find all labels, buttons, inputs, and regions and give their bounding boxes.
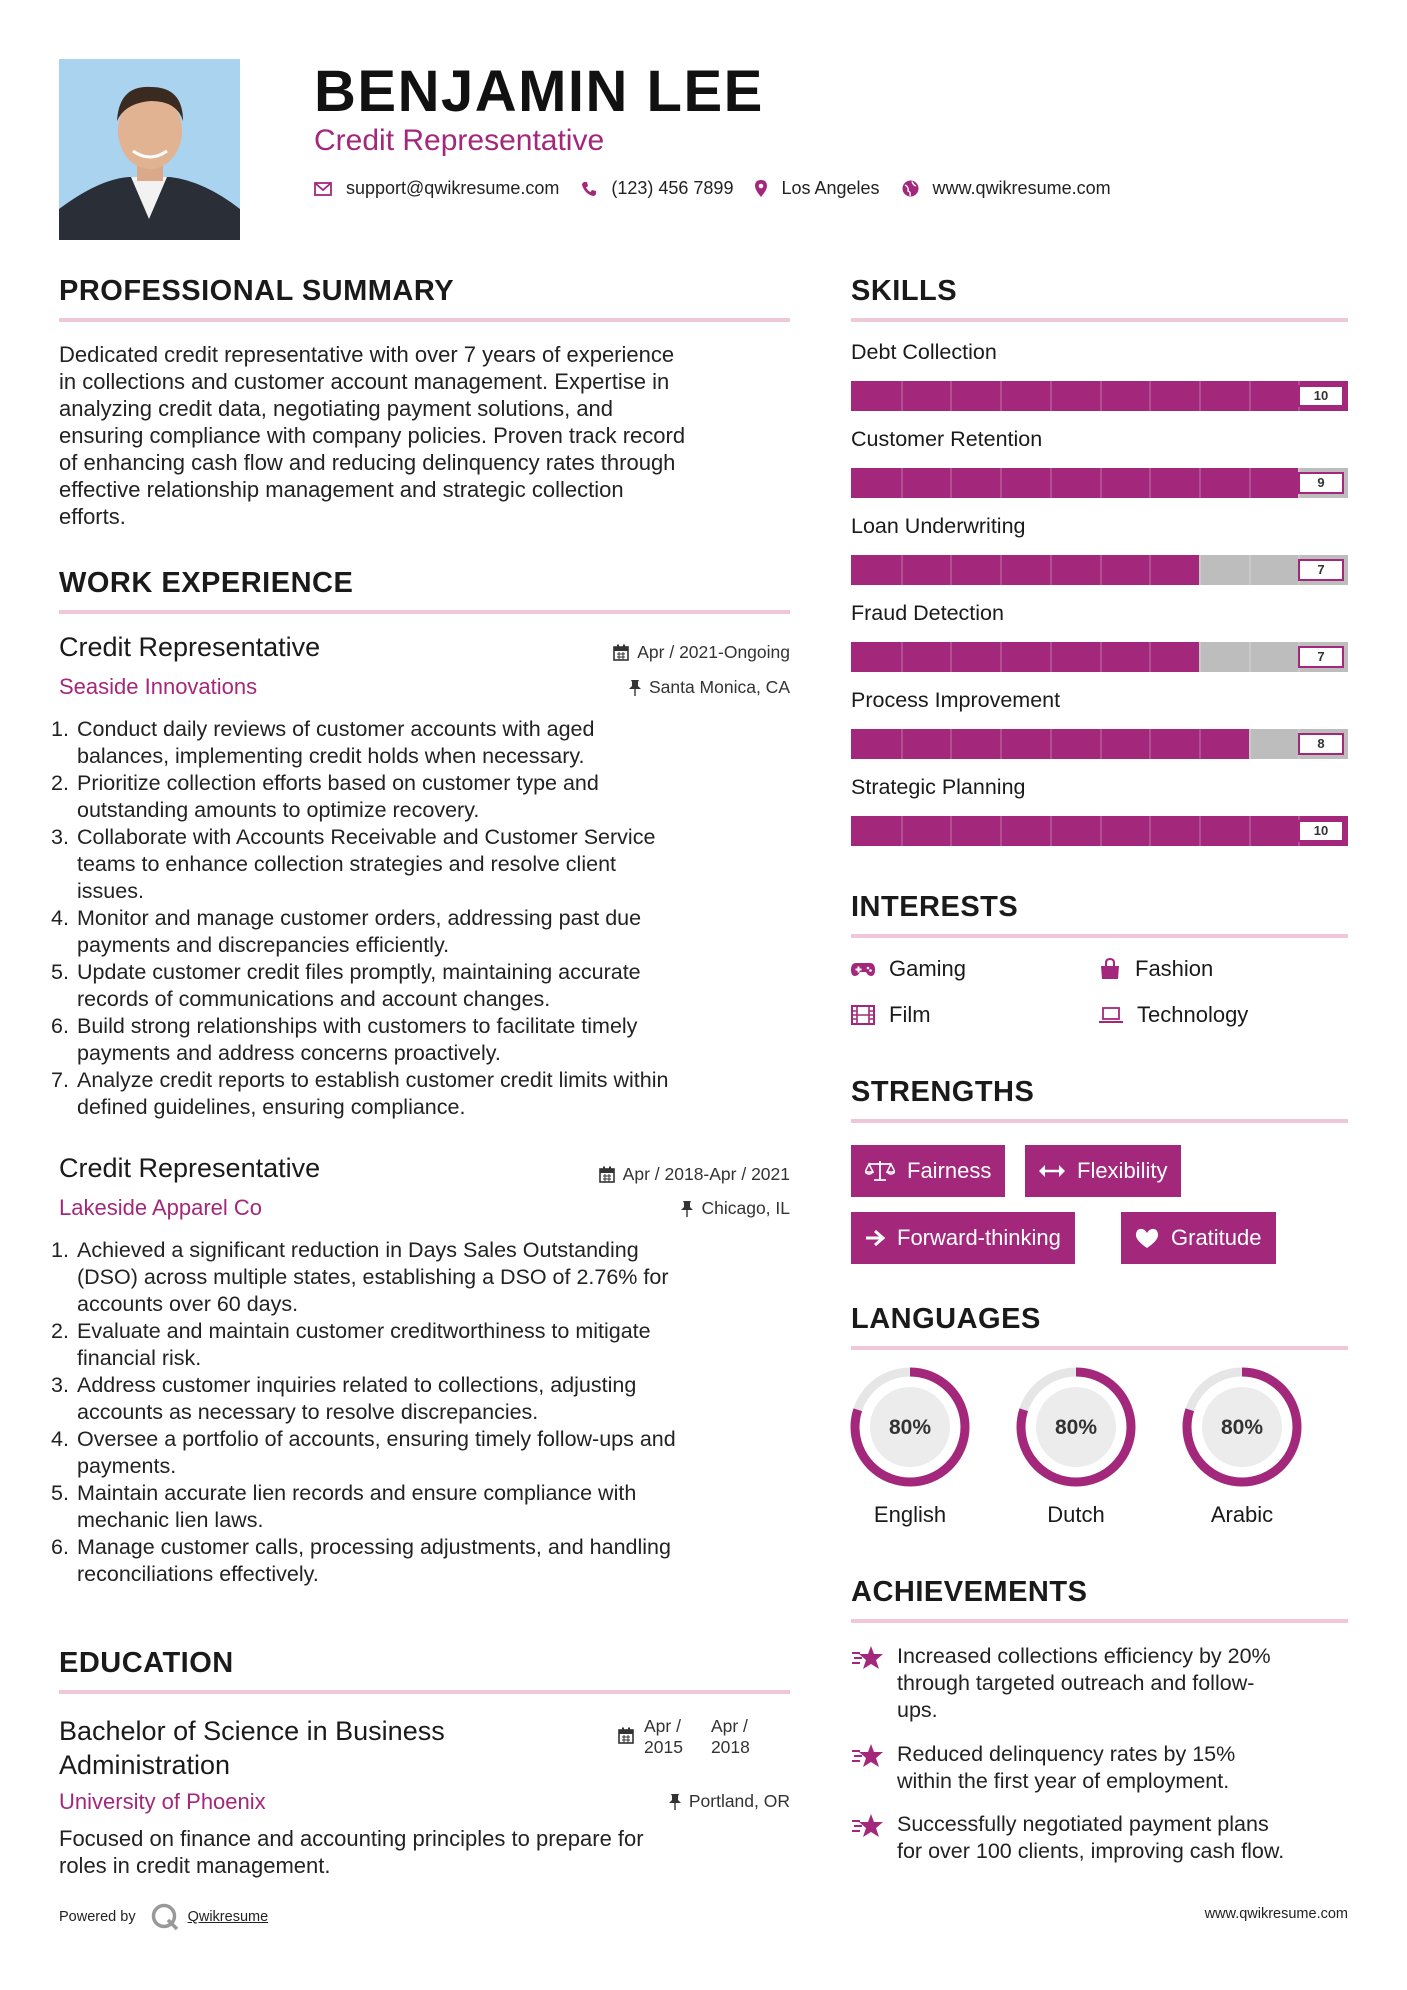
- list-item: 3. Collaborate with Accounts Receivable and Customer Service teams to enhance collection strategies and resolve client issues.: [51, 825, 656, 903]
- skill-score: 8: [1298, 733, 1344, 755]
- job-dates: [599, 1164, 790, 1185]
- website-text: www.qwikresume.com: [932, 178, 1111, 198]
- skill-bar-segment: [1050, 642, 1052, 672]
- shopping-bag-icon: [1099, 958, 1121, 980]
- list-item: 1. Achieved a significant reduction in Days Sales Outstanding (DSO) across multiple states, establishing a DSO of 2.76% for accounts over 60 days.: [51, 1238, 669, 1316]
- skill-bar-segment: [1000, 816, 1002, 846]
- achievement-item: Reduced delinquency rates by 15% within the first year of employment.: [851, 1741, 1351, 1795]
- achievement-item: Increased collections efficiency by 20% through targeted outreach and follow- ups.: [851, 1643, 1351, 1724]
- star-icon: [851, 1743, 885, 1769]
- skill-bar-segment: [1149, 468, 1151, 498]
- education-divider: [59, 1690, 790, 1694]
- interests-divider: [851, 934, 1348, 938]
- calendar-icon: [618, 1727, 634, 1744]
- summary-line: ensuring compliance with company policies. Proven track record: [59, 423, 686, 448]
- skill-score: 7: [1298, 646, 1344, 668]
- skill-bar-segment: [1149, 816, 1151, 846]
- skill-score: 10: [1298, 820, 1344, 842]
- job-duties-list: [51, 716, 799, 1121]
- job-company: Seaside Innovations: [59, 674, 258, 699]
- interest-item-fashion: Fashion: [1099, 956, 1213, 982]
- skill-bar-segment: [950, 555, 952, 585]
- skill-bar-segment: [1249, 555, 1251, 585]
- interests-heading: INTERESTS: [851, 891, 1019, 923]
- skill-label: Customer Retention: [851, 427, 1043, 451]
- qwikresume-link[interactable]: Qwikresume: [187, 1909, 269, 1925]
- skill-bar-segment: [901, 729, 903, 759]
- skill-bar-segment: [1199, 642, 1201, 672]
- skill-bar-segment: [1050, 468, 1052, 498]
- skill-bar-segment: [1199, 468, 1201, 498]
- skill-bar-segment: [1100, 642, 1102, 672]
- heart-icon: [1135, 1228, 1159, 1249]
- language-label: English: [873, 1502, 947, 1527]
- summary-line: in collections and customer account management. Expertise in: [59, 369, 670, 394]
- skill-label: Fraud Detection: [851, 601, 1004, 625]
- education-location: [669, 1791, 790, 1812]
- education-heading: EDUCATION: [59, 1647, 234, 1679]
- phone-icon: [581, 181, 597, 197]
- contact-email[interactable]: [314, 178, 559, 199]
- list-item: 5. Maintain accurate lien records and ensure compliance with mechanic lien laws.: [51, 1481, 637, 1532]
- language-percent: 80%: [888, 1416, 932, 1439]
- summary-divider: [59, 318, 790, 322]
- list-item: 6. Manage customer calls, processing adjustments, and handling reconciliations effectively.: [51, 1535, 671, 1586]
- skill-bar-segment: [950, 468, 952, 498]
- language-ring: [845, 1362, 975, 1492]
- skill-bar-segment: [950, 381, 952, 411]
- summary-text: [59, 341, 799, 530]
- summary-line: analyzing credit data, negotiating payment solutions, and: [59, 396, 614, 421]
- skill-bar-segment: [901, 381, 903, 411]
- summary-heading: PROFESSIONAL SUMMARY: [59, 275, 455, 307]
- skill-bar-segment: [1000, 642, 1002, 672]
- skill-label: Loan Underwriting: [851, 514, 1026, 538]
- envelope-icon: [314, 182, 332, 196]
- skill-bar-segment: [1100, 381, 1102, 411]
- achievement-item: Successfully negotiated payment plans for over 100 clients, improving cash flow.: [851, 1811, 1351, 1865]
- skill-bar-segment: [901, 642, 903, 672]
- candidate-name: BENJAMIN LEE: [314, 59, 764, 124]
- arrow-right-icon: [865, 1229, 885, 1247]
- job-dates-text: Apr / 2018-Apr / 2021: [622, 1164, 790, 1184]
- location-text: Los Angeles: [781, 178, 880, 198]
- job-location-text: Santa Monica, CA: [648, 677, 790, 697]
- gamepad-icon: [851, 961, 875, 977]
- email-text: support@qwikresume.com: [346, 178, 560, 198]
- achievements-divider: [851, 1619, 1348, 1623]
- interest-item-technology: Technology: [1099, 1002, 1248, 1028]
- contact-bar: [314, 178, 1133, 199]
- interest-item-gaming: Gaming: [851, 956, 966, 982]
- list-item: 2. Prioritize collection efforts based on customer type and outstanding amounts to optimize recovery.: [51, 771, 599, 822]
- candidate-role: Credit Representative: [314, 124, 605, 157]
- education-location-text: Portland, OR: [688, 1791, 790, 1811]
- star-icon: [851, 1813, 885, 1839]
- skill-bar-segment: [901, 816, 903, 846]
- film-icon: [851, 1005, 875, 1025]
- degree-title: [59, 1714, 445, 1782]
- list-item: 6. Build strong relationships with customers to facilitate timely payments and address concerns proactively.: [51, 1014, 638, 1065]
- profile-photo: [59, 59, 240, 240]
- skill-bar: [851, 468, 1348, 498]
- degree-line: Administration: [59, 1750, 231, 1780]
- list-item: 4. Oversee a portfolio of accounts, ensuring timely follow-ups and payments.: [51, 1427, 676, 1478]
- skill-bar-segment: [1000, 729, 1002, 759]
- map-pin-icon: [755, 180, 767, 197]
- skill-bar-segment: [1149, 555, 1151, 585]
- skill-bar-segment: [1249, 729, 1251, 759]
- skill-bar-segment: [1050, 729, 1052, 759]
- skill-bar-segment: [1249, 381, 1251, 411]
- list-item: 3. Address customer inquiries related to collections, adjusting accounts as necessary to resolve discrepancies.: [51, 1373, 637, 1424]
- skill-label: Debt Collection: [851, 340, 997, 364]
- skill-bar-segment: [1000, 555, 1002, 585]
- skill-bar-segment: [1050, 816, 1052, 846]
- laptop-icon: [1099, 1006, 1123, 1024]
- skill-bar-fill: [851, 468, 1298, 498]
- skill-label: Process Improvement: [851, 688, 1061, 712]
- achievements-heading: ACHIEVEMENTS: [851, 1576, 1088, 1608]
- skill-bar-segment: [950, 729, 952, 759]
- skill-bar-segment: [1050, 381, 1052, 411]
- summary-line: of enhancing cash flow and reducing delinquency rates through: [59, 450, 676, 475]
- skill-score: 10: [1298, 385, 1344, 407]
- skill-bar-segment: [1100, 729, 1102, 759]
- job-duties-list: [51, 1237, 799, 1588]
- job-dates-text: Apr / 2021-Ongoing: [637, 642, 790, 662]
- skill-bar-segment: [1249, 642, 1251, 672]
- skill-bar-fill: [851, 555, 1199, 585]
- skill-bar: [851, 381, 1348, 411]
- star-icon: [851, 1645, 885, 1671]
- language-percent: 80%: [1220, 1416, 1264, 1439]
- language-label: Arabic: [1210, 1502, 1274, 1527]
- job-title: Credit Representative: [59, 632, 321, 662]
- skill-bar-segment: [901, 468, 903, 498]
- language-label: Dutch: [1047, 1502, 1105, 1527]
- skill-bar-segment: [1100, 468, 1102, 498]
- school-name: University of Phoenix: [59, 1789, 266, 1814]
- contact-phone[interactable]: [581, 178, 733, 199]
- skill-bar: [851, 816, 1348, 846]
- list-item: 5. Update customer credit files promptly, maintaining accurate records of communications and account changes.: [51, 960, 641, 1011]
- strength-badge-flexibility: Flexibility: [1025, 1145, 1181, 1197]
- skill-bar-segment: [901, 555, 903, 585]
- degree-line: Bachelor of Science in Business: [59, 1716, 445, 1746]
- skills-heading: SKILLS: [851, 275, 958, 307]
- education-dates: [618, 1716, 750, 1758]
- pushpin-icon: [669, 1793, 681, 1810]
- strengths-heading: STRENGTHS: [851, 1076, 1035, 1108]
- experience-heading: WORK EXPERIENCE: [59, 567, 354, 599]
- footer-powered-by: Powered by Qwikresume: [59, 1902, 268, 1932]
- skill-bar-segment: [950, 816, 952, 846]
- globe-icon: [902, 180, 919, 197]
- skill-bar: [851, 642, 1348, 672]
- skill-bar-segment: [950, 642, 952, 672]
- education-description: Focused on finance and accounting principles to prepare for roles in credit management.: [59, 1826, 644, 1878]
- skill-bar-segment: [1249, 468, 1251, 498]
- job-company: Lakeside Apparel Co: [59, 1195, 263, 1220]
- arrows-horizontal-icon: [1039, 1164, 1065, 1178]
- strength-badge-forward-thinking: Forward-thinking: [851, 1212, 1075, 1264]
- list-item: 4. Monitor and manage customer orders, addressing past due payments and discrepancies efficiently.: [51, 906, 642, 957]
- language-ring: [1011, 1362, 1141, 1492]
- start-date: Apr / 2015: [644, 1716, 683, 1757]
- footer-website[interactable]: www.qwikresume.com: [1204, 1906, 1348, 1922]
- skill-bar-segment: [1050, 555, 1052, 585]
- strengths-divider: [851, 1119, 1348, 1123]
- pushpin-icon: [629, 679, 641, 696]
- skill-bar: [851, 729, 1348, 759]
- qwikresume-logo-icon: [150, 1902, 180, 1932]
- pushpin-icon: [681, 1200, 693, 1217]
- skill-bar-segment: [1000, 468, 1002, 498]
- contact-location: [755, 178, 879, 199]
- job-location: [629, 677, 790, 698]
- list-item: 7. Analyze credit reports to establish customer credit limits within defined guidelines, ensuring compliance.: [51, 1068, 669, 1119]
- skill-bar-segment: [1149, 729, 1151, 759]
- skill-label: Strategic Planning: [851, 775, 1026, 799]
- skill-bar-segment: [1199, 555, 1201, 585]
- calendar-icon: [599, 1166, 615, 1183]
- experience-divider: [59, 610, 790, 614]
- skill-bar-segment: [1100, 555, 1102, 585]
- skill-score: 9: [1298, 472, 1344, 494]
- interest-item-film: Film: [851, 1002, 931, 1028]
- language-ring: [1177, 1362, 1307, 1492]
- summary-line: efforts.: [59, 504, 126, 529]
- skill-bar-segment: [1249, 816, 1251, 846]
- job-location-text: Chicago, IL: [701, 1198, 790, 1218]
- summary-line: effective relationship management and strategic collection: [59, 477, 624, 502]
- contact-website[interactable]: [902, 178, 1111, 199]
- list-item: 2. Evaluate and maintain customer creditworthiness to mitigate financial risk.: [51, 1319, 651, 1370]
- languages-heading: LANGUAGES: [851, 1303, 1041, 1335]
- languages-divider: [851, 1346, 1348, 1350]
- skill-bar-segment: [1199, 381, 1201, 411]
- list-item: 1. Conduct daily reviews of customer accounts with aged balances, implementing credit holds when necessary.: [51, 717, 595, 768]
- job-dates: [613, 642, 790, 663]
- end-date: Apr / 2018: [710, 1716, 750, 1757]
- job-title: Credit Representative: [59, 1153, 321, 1183]
- calendar-icon: [613, 644, 629, 661]
- language-percent: 80%: [1054, 1416, 1098, 1439]
- skill-bar-segment: [1000, 381, 1002, 411]
- skill-bar: [851, 555, 1348, 585]
- skill-bar-segment: [1199, 729, 1201, 759]
- phone-text: (123) 456 7899: [611, 178, 734, 198]
- skill-bar-segment: [1199, 816, 1201, 846]
- skill-bar-fill: [851, 642, 1199, 672]
- skill-score: 7: [1298, 559, 1344, 581]
- job-location: [681, 1198, 790, 1219]
- skill-bar-segment: [1149, 642, 1151, 672]
- strength-badge-fairness: Fairness: [851, 1145, 1005, 1197]
- balance-scale-icon: [865, 1160, 895, 1182]
- summary-line: Dedicated credit representative with over 7 years of experience: [59, 342, 675, 367]
- skill-bar-segment: [1149, 381, 1151, 411]
- strength-badge-gratitude: Gratitude: [1121, 1212, 1276, 1264]
- skill-bar-segment: [1100, 816, 1102, 846]
- skills-divider: [851, 318, 1348, 322]
